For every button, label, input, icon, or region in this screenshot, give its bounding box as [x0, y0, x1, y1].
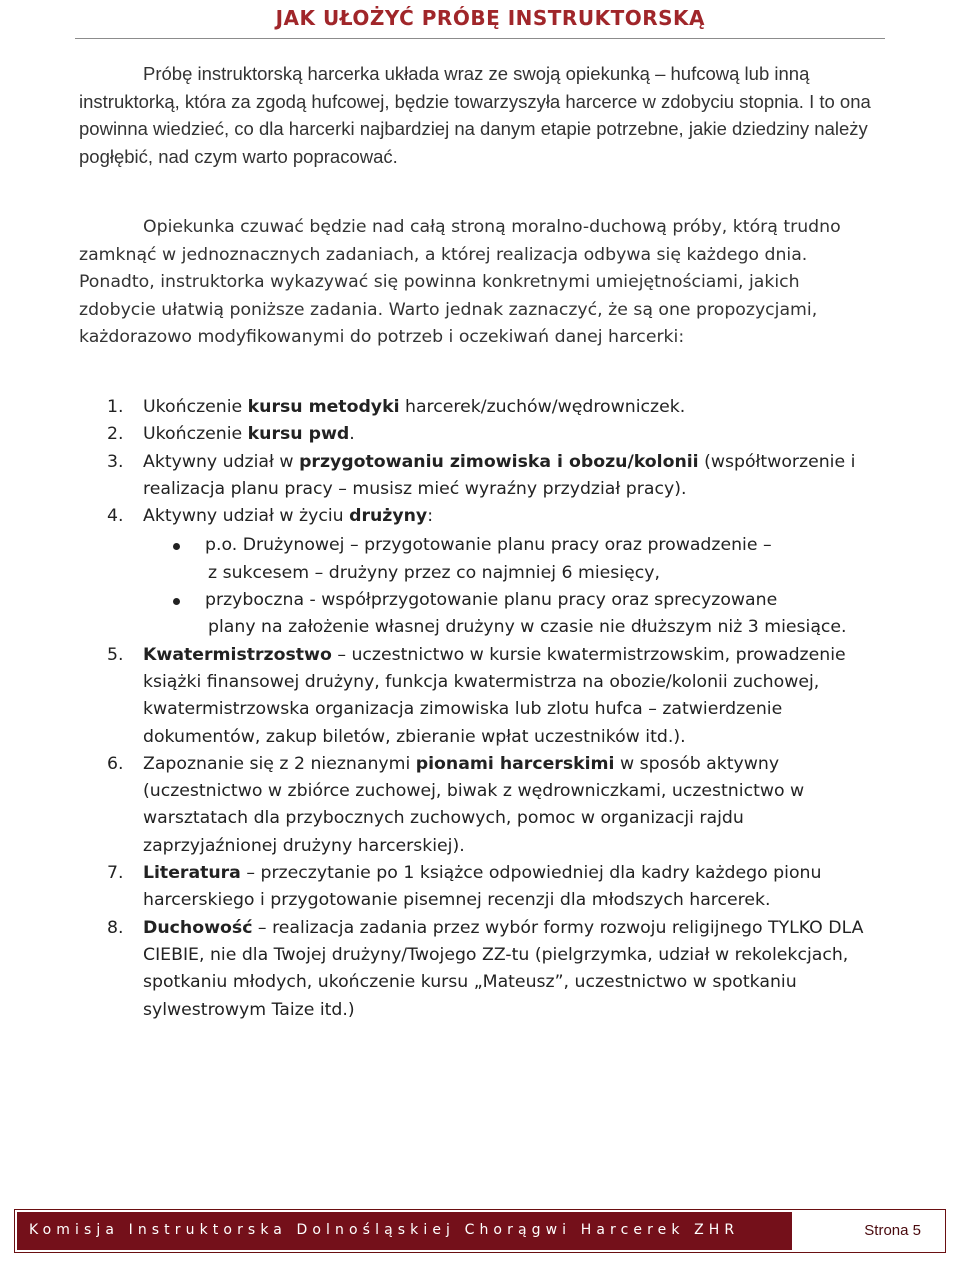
- paragraph-text: Próbę instruktorską harcerka układa wraz ze swoją opiekunką – hufcową lub inną instruktorką, która za zgodą hufcowej, będzie towarzyszyła harcerce w zdobyciu stopnia. I to ona powinna wiedzieć, co dla harcerki najbardziej na danym etapie potrzebne, jakie dziedziny należy pogłębić, nad czym warto popracować.: [79, 63, 871, 167]
- item-text: harcerek/zuchów/wędrowniczek.: [399, 397, 686, 417]
- item-number: 8.: [107, 917, 124, 938]
- item-text: Ukończenie: [143, 424, 248, 445]
- item-keyword: pionami harcerskimi: [415, 753, 615, 774]
- item-keyword: Literatura: [143, 863, 241, 884]
- sub-item-text: z sukcesem – drużyny przez co najmniej 6 miesięcy,: [208, 562, 660, 583]
- bullet-icon: [173, 598, 180, 605]
- item-text: w sposób aktywny (uczestnictwo w zbiórce zuchowej, biwak z wędrowniczkami, uczestnictwo w warsztatach dla przybocznych zuchowych, pomoc w organizacji rajdu zaprzyjaźnionej drużyny harcerskiej).: [143, 753, 805, 856]
- intro-paragraph: [79, 60, 879, 170]
- sub-list-item: [143, 532, 877, 587]
- page-number: Strona 5: [864, 1222, 921, 1239]
- page-footer: [14, 1209, 946, 1253]
- paragraph-text: Opiekunka czuwać będzie nad całą stroną moralno-duchową próby, którą trudno zamknąć w jednoznacznych zadaniach, a której realizacja odbywa się każdego dnia. Ponadto, instruktorka wykazywać się powinna konkretnymi umiejętnościami, jakich zdobycie ułatwią poniższe zadania. Warto jednak zaznaczyć, że są one propozycjami, każdorazowo modyfikowanymi do potrzeb i oczekiwań danej harcerki:: [79, 217, 841, 347]
- sub-item-text: p.o. Drużynowej – przygotowanie planu pracy oraz prowadzenie –: [205, 535, 772, 556]
- item-number: 4.: [107, 506, 124, 527]
- item-text: .: [349, 424, 355, 445]
- item-text: Ukończenie: [143, 397, 248, 417]
- list-item: [107, 394, 877, 421]
- list-item: [107, 642, 877, 751]
- item-text: Aktywny udział w życiu: [143, 506, 350, 527]
- sub-list: [143, 532, 877, 641]
- item-text: – uczestnictwo w kursie kwatermistrzowskim, prowadzenie książki finansowej drużyny, funkcja kwatermistrza na obozie/kolonii zuchowej, kwatermistrzowska organizacja zimowiska lub zlotu hufca – zatwierdzenie dokumentów, zakup biletów, zbieranie wpłat uczestników itd.).: [143, 644, 846, 747]
- list-item: [107, 421, 877, 448]
- item-keyword: Duchowość: [143, 917, 253, 938]
- item-keyword: Kwatermistrzostwo: [143, 644, 332, 665]
- list-item: [107, 915, 877, 1024]
- item-keyword: drużyny: [349, 506, 428, 527]
- item-keyword: przygotowaniu zimowiska i obozu/kolonii: [299, 451, 699, 472]
- sub-item-text: przyboczna - współprzygotowanie planu pracy oraz sprecyzowane: [205, 590, 778, 611]
- footer-organization: Komisja Instruktorska Dolnośląskiej Chorągwi Harcerek ZHR: [29, 1222, 740, 1238]
- list-item: [107, 860, 877, 915]
- item-keyword: kursu pwd: [247, 424, 350, 445]
- list-item: [107, 751, 877, 860]
- item-number: 3.: [107, 451, 124, 472]
- sub-item-text: plany na założenie własnej drużyny w czasie nie dłuższym niż 3 miesiące.: [208, 617, 847, 638]
- footer-bar: [17, 1212, 943, 1250]
- page-title: JAK UŁOŻYĆ PRÓBĘ INSTRUKTORSKĄ: [275, 6, 705, 30]
- task-list: [107, 394, 877, 1024]
- header-divider: [75, 38, 885, 39]
- item-number: 1.: [107, 397, 124, 417]
- item-text: :: [427, 506, 434, 527]
- sub-list-item: [143, 587, 877, 642]
- bullet-icon: [173, 543, 180, 550]
- list-item: [107, 449, 877, 504]
- item-text: – przeczytanie po 1 książce odpowiedniej dla kadry każdego pionu harcerskiego i przygotowanie pisemnej recenzji dla młodszych harcerek.: [143, 863, 822, 911]
- supervisor-paragraph: [79, 214, 879, 352]
- list-item: [107, 503, 877, 641]
- item-number: 6.: [107, 753, 124, 774]
- item-text: (współtworzenie i realizacja planu pracy – musisz mieć wyraźny przydział pracy).: [143, 451, 856, 499]
- page-number-box: [792, 1212, 943, 1250]
- item-text: – realizacja zadania przez wybór formy rozwoju religijnego TYLKO DLA CIEBIE, nie dla Twojej drużyny/Twojego ZZ-tu (pielgrzymka, udział w rekolekcjach, spotkaniu młodych, ukończenie kursu „Mateusz”, uczestnictwo w spotkaniu sylwestrowym Taize itd.): [143, 917, 864, 1020]
- item-number: 2.: [107, 424, 124, 445]
- item-number: 5.: [107, 644, 124, 665]
- item-number: 7.: [107, 863, 124, 884]
- item-text: Aktywny udział w: [143, 451, 300, 472]
- item-keyword: kursu metodyki: [247, 397, 400, 417]
- item-text: Zapoznanie się z 2 nieznanymi: [143, 753, 416, 774]
